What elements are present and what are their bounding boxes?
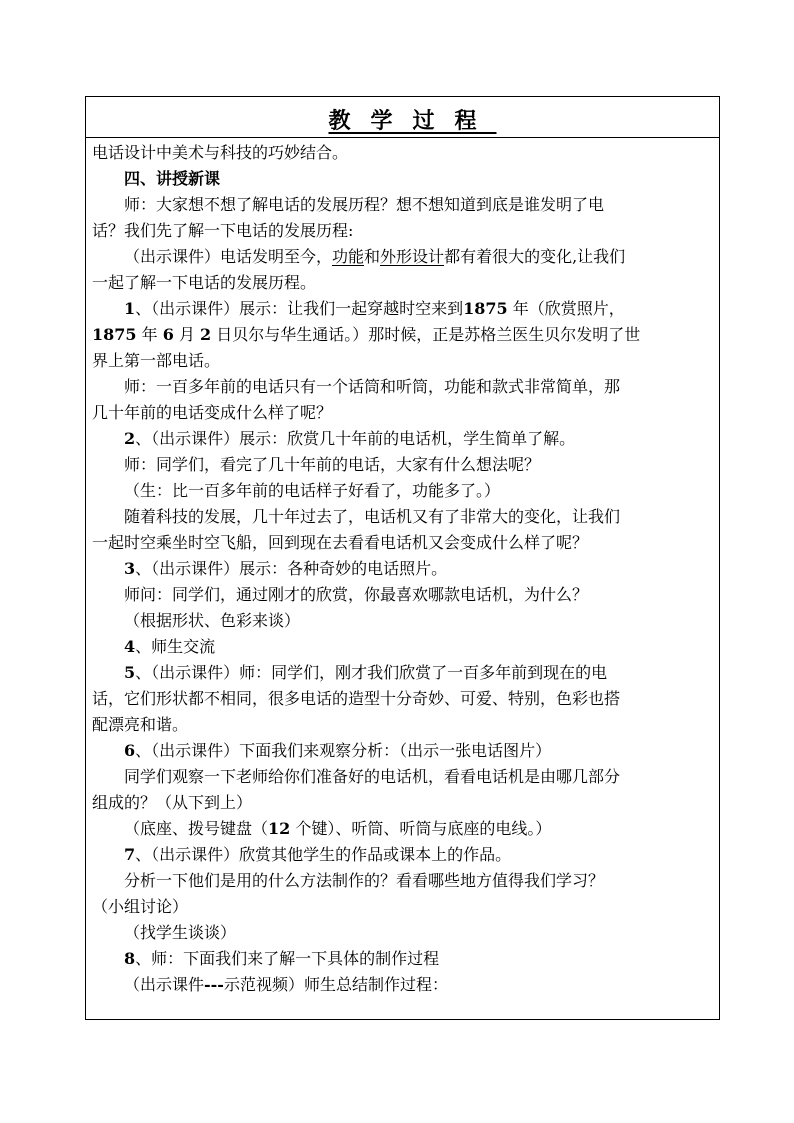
- text-line: 师问：同学们，通过刚才的欣赏，你最喜欢哪款电话机，为什么？: [124, 585, 589, 604]
- text-line: 一起了解一下电话的发展历程。: [92, 273, 317, 292]
- text-line: 1875 年 6 月 2 日贝尔与华生通话。）那时候，正是苏格兰医生贝尔发明了世: [92, 325, 641, 344]
- text-line: 组成的？（从下到上）: [92, 793, 253, 812]
- numbered-item: 8、师：下面我们来了解一下具体的制作过程: [124, 949, 440, 968]
- numbered-item: 2、（出示课件）展示：欣赏几十年前的电话机，学生简单了解。: [124, 429, 576, 448]
- numbered-item: 1、（出示课件）展示：让我们一起穿越时空来到1875 年（欣赏照片，: [124, 299, 625, 318]
- underlined-term: 功能: [332, 247, 365, 266]
- text-line: 电话设计中美术与科技的巧妙结合。: [92, 143, 349, 162]
- text-line: （底座、拨号键盘（12 个键）、听筒、听筒与底座的电线。）: [124, 819, 552, 838]
- text-line: 师：一百多年前的电话只有一个话筒和听筒，功能和款式非常简单，那: [124, 377, 621, 396]
- text-line: （出示课件---示范视频）师生总结制作过程：: [124, 975, 448, 994]
- text-line: （生：比一百多年前的电话样子好看了，功能多了。）: [124, 481, 501, 500]
- text-line: 师：大家想不想了解电话的发展历程？想不想知道到底是谁发明了电: [124, 195, 605, 214]
- text-line: 几十年前的电话变成什么样了呢？: [92, 403, 333, 422]
- numbered-item: 3、（出示课件）展示：各种奇妙的电话照片。: [124, 559, 448, 578]
- page-title: 教学过程: [328, 108, 497, 134]
- text-line: 同学们观察一下老师给你们准备好的电话机，看看电话机是由哪几部分: [124, 767, 621, 786]
- section-heading: 四、讲授新课: [124, 169, 221, 188]
- text-line: （根据形状、色彩来谈）: [124, 611, 301, 630]
- text-line: （找学生谈谈）: [124, 923, 237, 942]
- numbered-item: 7、（出示课件）欣赏其他学生的作品或课本上的作品。: [124, 845, 512, 864]
- text-line: 师：同学们，看完了几十年前的电话，大家有什么想法呢？: [124, 455, 541, 474]
- numbered-item: 6、（出示课件）下面我们来观察分析：（出示一张电话图片）: [124, 741, 552, 760]
- text-line: 分析一下他们是用的什么方法制作的？看看哪些地方值得我们学习？: [124, 871, 605, 890]
- text-line: 随着科技的发展，几十年过去了，电话机又有了非常大的变化，让我们: [124, 507, 621, 526]
- text-line: 界上第一部电话。: [92, 351, 221, 370]
- text-line: 配漂亮和谐。: [92, 715, 189, 734]
- text-line: 话？我们先了解一下电话的发展历程:: [92, 221, 354, 240]
- text-line: （出示课件）电话发明至今，功能和外形设计都有着很大的变化,让我们: [124, 247, 626, 266]
- numbered-item: 4、师生交流: [124, 637, 216, 656]
- underlined-term: 外形设计: [380, 247, 445, 266]
- numbered-item: 5、（出示课件）师：同学们，刚才我们欣赏了一百多年前到现在的电: [124, 663, 608, 682]
- table-header: [86, 97, 719, 138]
- text-line: 一起时空乘坐时空飞船，回到现在去看看电话机又会变成什么样了呢？: [92, 533, 589, 552]
- text-line: 话，它们形状都不相同，很多电话的造型十分奇妙、可爱、特别，色彩也搭: [92, 689, 621, 708]
- text-line: （小组讨论）: [92, 897, 189, 916]
- lesson-table: [85, 96, 720, 1020]
